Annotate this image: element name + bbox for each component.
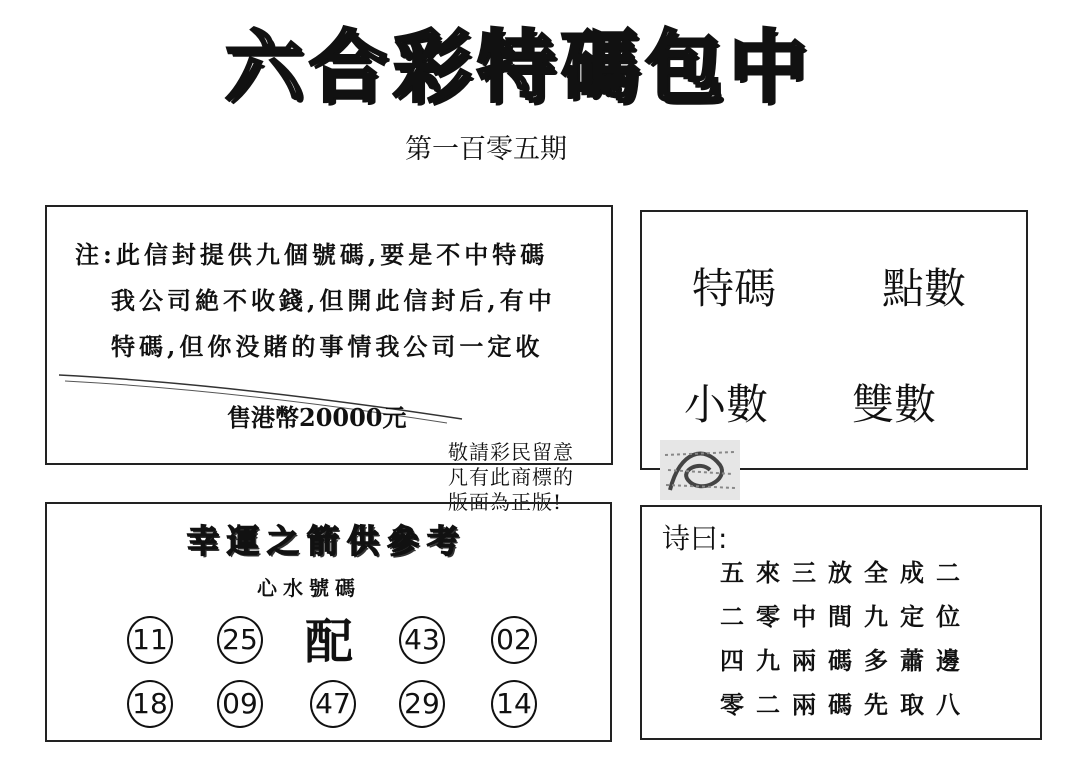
number-ball: 09: [217, 680, 263, 728]
poem-box: [640, 505, 1042, 740]
poem-line-1: 五來三放全成二: [720, 558, 972, 587]
issue-number: 第一百零五期: [405, 134, 567, 165]
category-even: 雙數: [852, 380, 937, 429]
trademark-line-2: 凡有此商標的: [448, 465, 574, 489]
poem-line-3: 四九兩碼多蕭邊: [720, 646, 972, 675]
number-ball: 25: [217, 616, 263, 664]
number-ball: 14: [491, 680, 537, 728]
notice-line-3: 特碼,但你没賭的事情我公司一定收: [111, 332, 544, 361]
number-ball: 11: [127, 616, 173, 664]
price-label: 售港幣20000元: [227, 403, 407, 432]
notice-line-1: 注:此信封提供九個號碼,要是不中特碼: [75, 240, 549, 269]
pair-label: 配: [305, 614, 354, 670]
number-ball: 43: [399, 616, 445, 664]
poem-line-4: 零二兩碼先取八: [720, 690, 972, 719]
category-points: 點數: [882, 264, 967, 313]
notice-line-2: 我公司絶不收錢,但開此信封后,有中: [111, 286, 556, 315]
number-ball: 47: [310, 680, 356, 728]
lucky-subtitle: 心水號碼: [257, 576, 361, 600]
poem-label: 诗曰:: [662, 522, 728, 555]
number-ball: 02: [491, 616, 537, 664]
notice-box: [45, 205, 613, 465]
trademark-line-3: 版面為正版!: [448, 490, 563, 514]
page-title: 六合彩特碼包中: [225, 22, 814, 113]
poem-line-2: 二零中間九定位: [720, 602, 972, 631]
category-special-number: 特碼: [692, 264, 777, 313]
category-small: 小數: [684, 380, 769, 429]
number-ball: 18: [127, 680, 173, 728]
number-ball: 29: [399, 680, 445, 728]
category-box: [640, 210, 1028, 470]
lucky-numbers-box: [45, 502, 612, 742]
trademark-logo-icon: [660, 440, 740, 500]
trademark-line-1: 敬請彩民留意: [448, 440, 574, 464]
lucky-title: 幸運之箭供參考: [187, 522, 468, 560]
